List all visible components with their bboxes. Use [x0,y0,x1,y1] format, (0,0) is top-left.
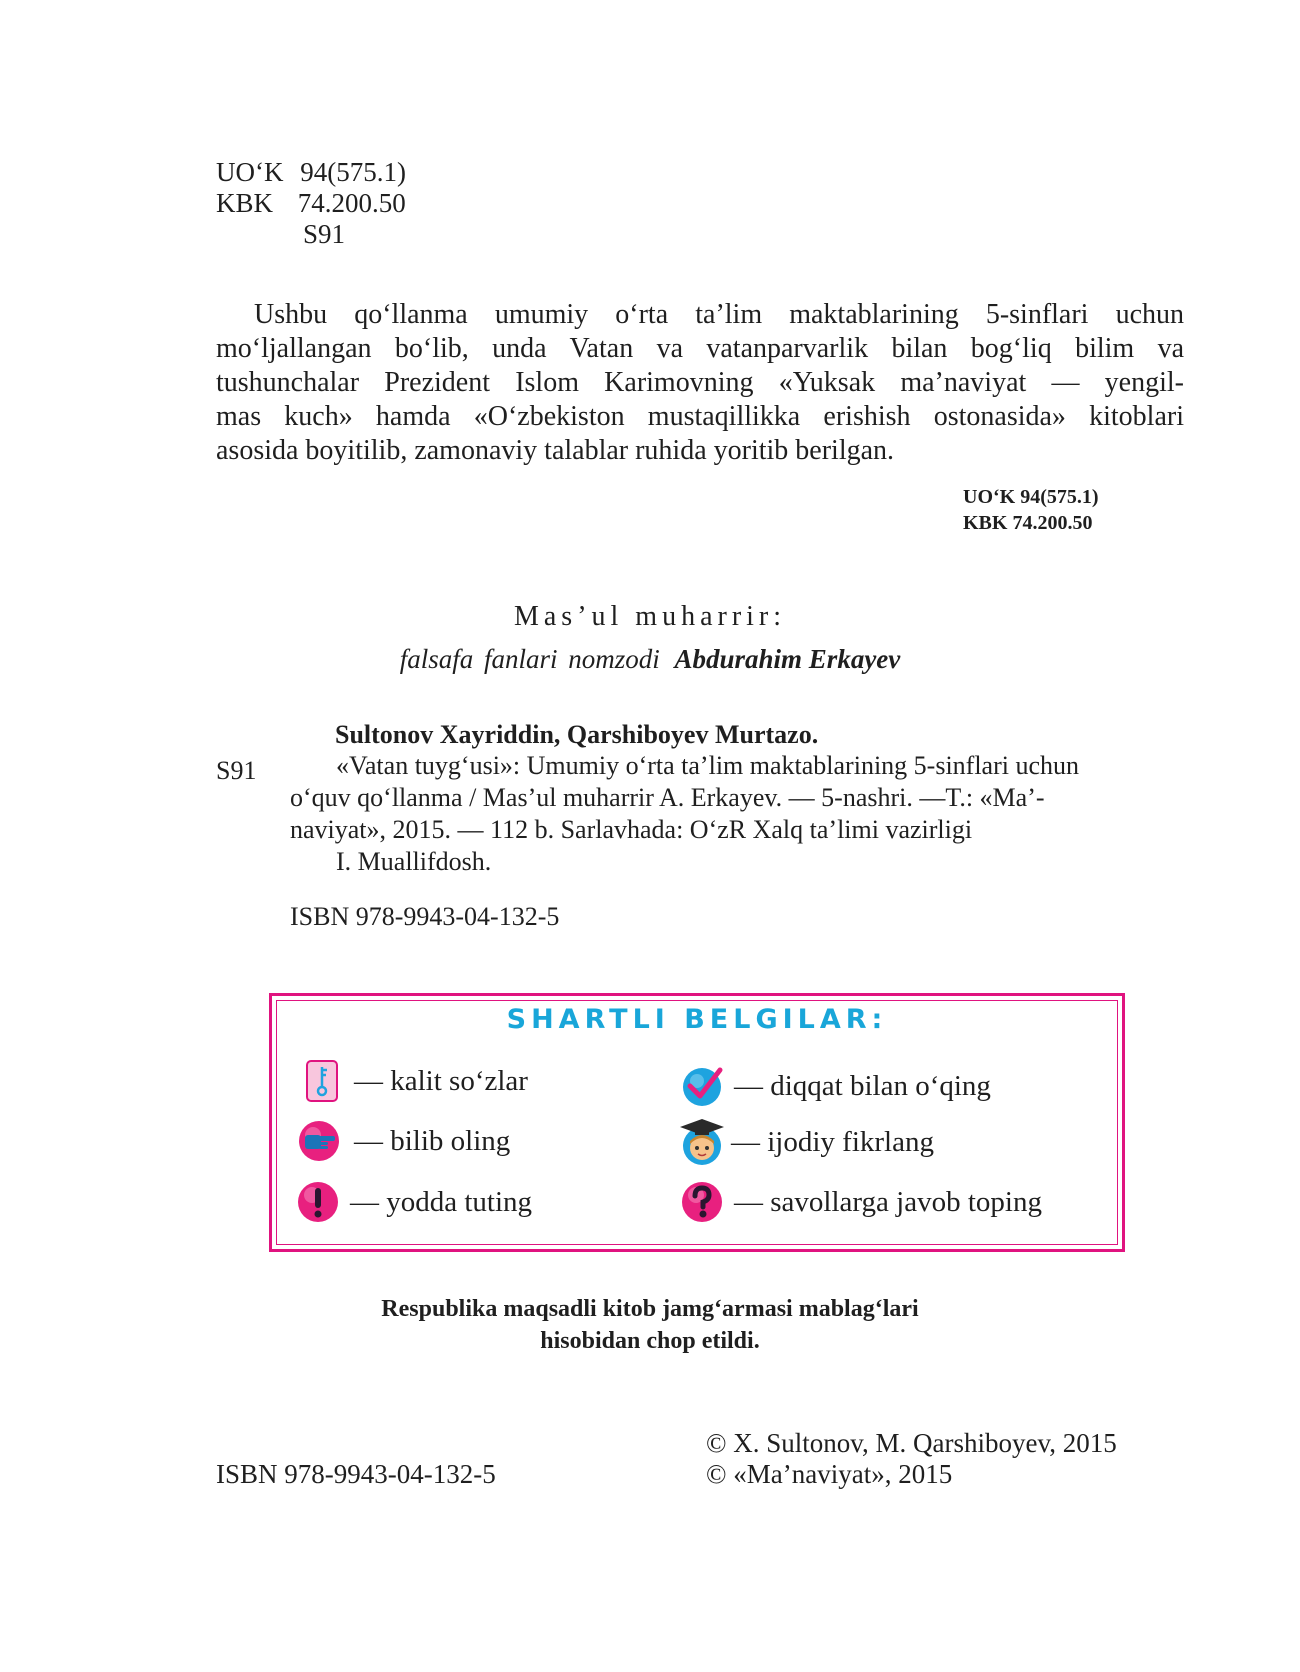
copyright-publisher: © «Ma’naviyat», 2015 [706,1459,953,1489]
legend-item-read-carefully [680,1064,991,1108]
catalog-line: «Vatan tuyg‘usi»: Umumiy o‘rta ta’lim maktablarining 5-sinflari uchun [336,751,1080,780]
legend-label: — kalit so‘zlar [354,1064,528,1097]
checkmark-icon [680,1064,724,1108]
catalog-authors: Sultonov Xayriddin, Qarshiboyev Murtazo. [335,720,819,749]
editor-title: falsafa fanlari nomzodi [399,644,660,674]
legend-item-answer-questions [680,1180,1042,1224]
udk-label: UO‘K [216,157,284,187]
funding-line-2: hisobidan chop etildi. [540,1328,760,1354]
editor-name: Abdurahim Erkayev [674,644,901,674]
exclamation-icon [296,1180,340,1224]
annotation-line: tushunchalar Prezident Islom Karimovning «Yuksak ma’naviyat — yengil- [216,367,1184,398]
legend-label: — bilib oling [354,1124,511,1157]
copyright-authors: © X. Sultonov, M. Qarshiboyev, 2015 [706,1428,1117,1458]
legend-item-learn [294,1119,510,1163]
legend-box [269,993,1125,1252]
legend-label: — yodda tuting [350,1185,533,1218]
catalog-isbn: ISBN 978-9943-04-132-5 [290,902,560,931]
legend-item-key-words [300,1059,528,1103]
catalog-line: o‘quv qo‘llanma / Mas’ul muharrir A. Erkayev. — 5-nashri. —T.: «Ma’- [290,783,1045,812]
legend-label: — savollarga javob toping [734,1185,1042,1218]
legend-item-think-creatively [677,1117,934,1167]
pointing-hand-icon [294,1119,344,1163]
bbk-value: 74.200.50 [297,188,406,218]
annotation-udk: UO‘K 94(575.1) [963,486,1099,508]
key-icon [300,1059,344,1103]
legend-title: SHARTLI BELGILAR: [506,1004,888,1035]
udk-line [216,156,406,189]
bbk-label: KBK [216,188,274,218]
bbk-line [216,187,406,220]
annotation-line: asosida boyitilib, zamonaviy talablar ruhida yoritib berilgan. [216,435,895,466]
editor-line [0,644,1300,675]
legend-label: — ijodiy fikrlang [731,1125,934,1158]
question-icon [680,1180,724,1224]
catalog-coauthor: I. Muallifdosh. [336,847,492,876]
annotation-line: Ushbu qo‘llanma umumiy o‘rta ta’lim maktablarining 5-sinflari uchun [254,299,1184,330]
funding-line-1: Respublika maqsadli kitob jamg‘armasi mablag‘lari [381,1296,919,1322]
annotation-line: mas kuch» hamda «O‘zbekiston mustaqillikka erishish ostonasida» kitoblari [216,401,1184,432]
annotation-paragraph [216,298,1184,468]
legend-item-remember [296,1180,532,1224]
author-mark: S91 [303,219,346,249]
annotation-bbk: KBK 74.200.50 [963,512,1093,534]
graduate-child-icon [677,1117,727,1167]
footer-isbn: ISBN 978-9943-04-132-5 [216,1459,496,1489]
catalog-line: naviyat», 2015. — 112 b. Sarlavhada: O‘zR Xalq ta’limi vazirligi [290,815,973,844]
annotation-line: mo‘ljallangan bo‘lib, unda Vatan va vatanparvarlik bilan bog‘liq bilim va [216,333,1184,364]
legend-label: — diqqat bilan o‘qing [734,1069,991,1102]
udk-value: 94(575.1) [300,157,406,187]
catalog-mark: S91 [216,756,257,785]
editor-heading: Mas’ul muharrir: [513,601,787,632]
